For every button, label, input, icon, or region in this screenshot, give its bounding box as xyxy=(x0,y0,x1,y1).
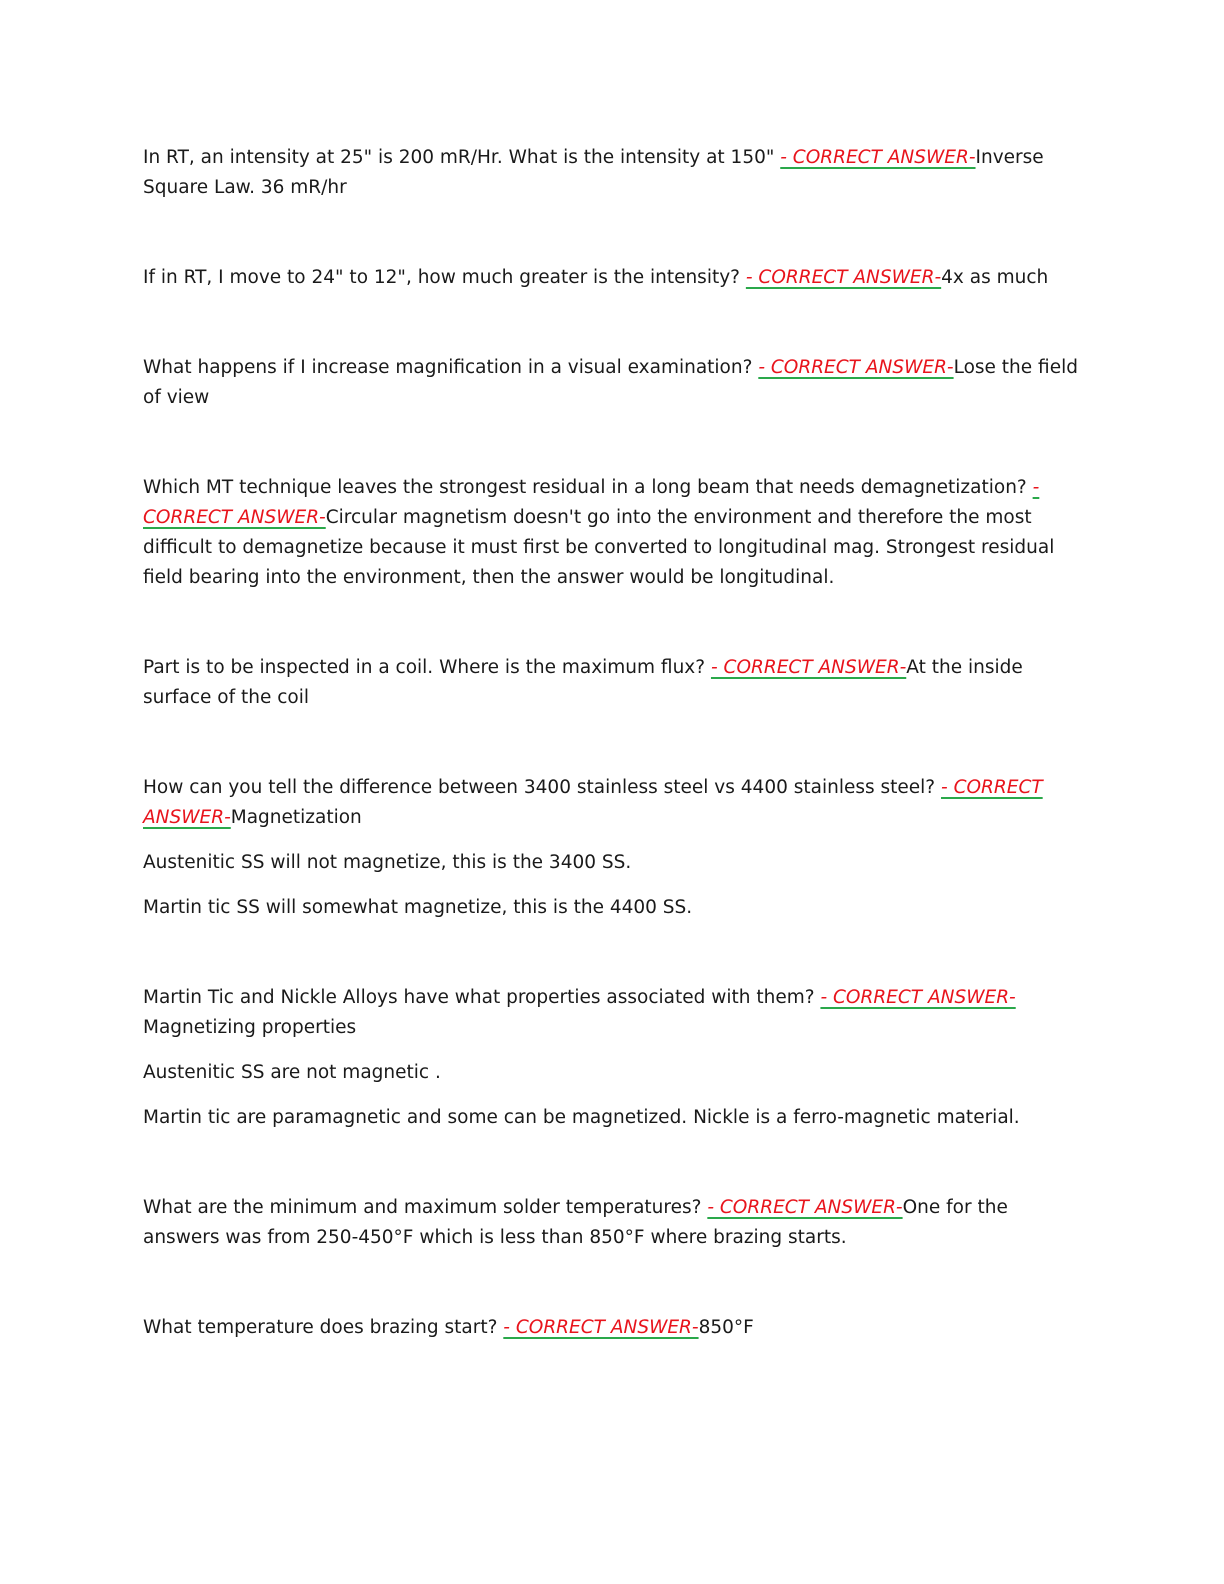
qa-item-5 xyxy=(143,653,1078,713)
correct-answer-marker: - CORRECT ANSWER- xyxy=(707,1197,903,1218)
qa-item-2 xyxy=(143,263,1078,293)
answer-text: Lose the field of view xyxy=(143,357,1078,408)
note-line: Austenitic SS will not magnetize, this is the 3400 SS. xyxy=(143,852,632,873)
note-line: Martin tic are paramagnetic and some can be magnetized. Nickle is a ferro-magnetic material. xyxy=(143,1107,1020,1128)
answer-text: Circular magnetism doesn't go into the environment and therefore the most difficult to demagnetize because it must first be converted to longitudinal mag. Strongest residual field bearing into the environment, then the answer would be longitudinal. xyxy=(143,507,1055,588)
qa-entry xyxy=(143,1313,1078,1343)
question-text: In RT, an intensity at 25" is 200 mR/Hr. What is the intensity at 150" xyxy=(143,147,781,168)
question-text: How can you tell the difference between 3400 stainless steel vs 4400 stainless steel? xyxy=(143,777,942,798)
correct-answer-marker: - CORRECT ANSWER- xyxy=(745,267,942,288)
correct-answer-marker: - CORRECT ANSWER- xyxy=(710,657,907,678)
answer-text: Magnetization xyxy=(230,807,362,828)
question-text: What happens if I increase magnification in a visual examination? xyxy=(143,357,759,378)
correct-answer-marker: - CORRECT ANSWER- xyxy=(780,147,976,168)
correct-answer-marker: - CORRECT ANSWER- xyxy=(143,477,1040,528)
question-text: Which MT technique leaves the strongest residual in a long beam that needs demagnetization? xyxy=(143,477,1033,498)
qa-entry xyxy=(143,263,1078,293)
answer-text: At the inside surface of the coil xyxy=(143,657,1023,708)
note-line: Austenitic SS are not magnetic . xyxy=(143,1062,441,1083)
answer-text: 4x as much xyxy=(941,267,1049,288)
correct-answer-marker: - CORRECT ANSWER- xyxy=(758,357,954,378)
correct-answer-marker: - CORRECT ANSWER- xyxy=(503,1317,699,1338)
question-text: If in RT, I move to 24" to 12", how much greater is the intensity? xyxy=(143,267,746,288)
question-text: What are the minimum and maximum solder temperatures? xyxy=(143,1197,708,1218)
answer-text: One for the answers was from 250-450°F which is less than 850°F where brazing starts. xyxy=(143,1197,1008,1248)
qa-entry xyxy=(143,653,1078,713)
answer-text: Magnetizing properties xyxy=(143,1017,357,1038)
qa-item-9 xyxy=(143,1313,1078,1343)
qa-item-8 xyxy=(143,1193,1078,1253)
qa-item-1 xyxy=(143,143,1078,203)
question-text: Martin Tic and Nickle Alloys have what properties associated with them? xyxy=(143,987,821,1008)
qa-item-6 xyxy=(143,773,1078,923)
question-text: What temperature does brazing start? xyxy=(143,1317,504,1338)
answer-text: Inverse Square Law. 36 mR/hr xyxy=(143,147,1044,198)
qa-entry xyxy=(143,983,1078,1043)
correct-answer-marker: - CORRECT ANSWER- xyxy=(820,987,1016,1008)
qa-entry xyxy=(143,1193,1078,1253)
qa-list xyxy=(143,143,1078,1343)
qa-item-4 xyxy=(143,473,1078,593)
qa-item-3 xyxy=(143,353,1078,413)
answer-text: 850°F xyxy=(698,1317,754,1338)
question-text: Part is to be inspected in a coil. Where is the maximum flux? xyxy=(143,657,711,678)
qa-item-7 xyxy=(143,983,1078,1133)
correct-answer-marker: - CORRECT ANSWER- xyxy=(143,777,1043,828)
qa-entry xyxy=(143,143,1078,203)
note-line: Martin tic SS will somewhat magnetize, this is the 4400 SS. xyxy=(143,897,693,918)
qa-entry xyxy=(143,773,1078,833)
qa-entry xyxy=(143,473,1078,593)
qa-entry xyxy=(143,353,1078,413)
